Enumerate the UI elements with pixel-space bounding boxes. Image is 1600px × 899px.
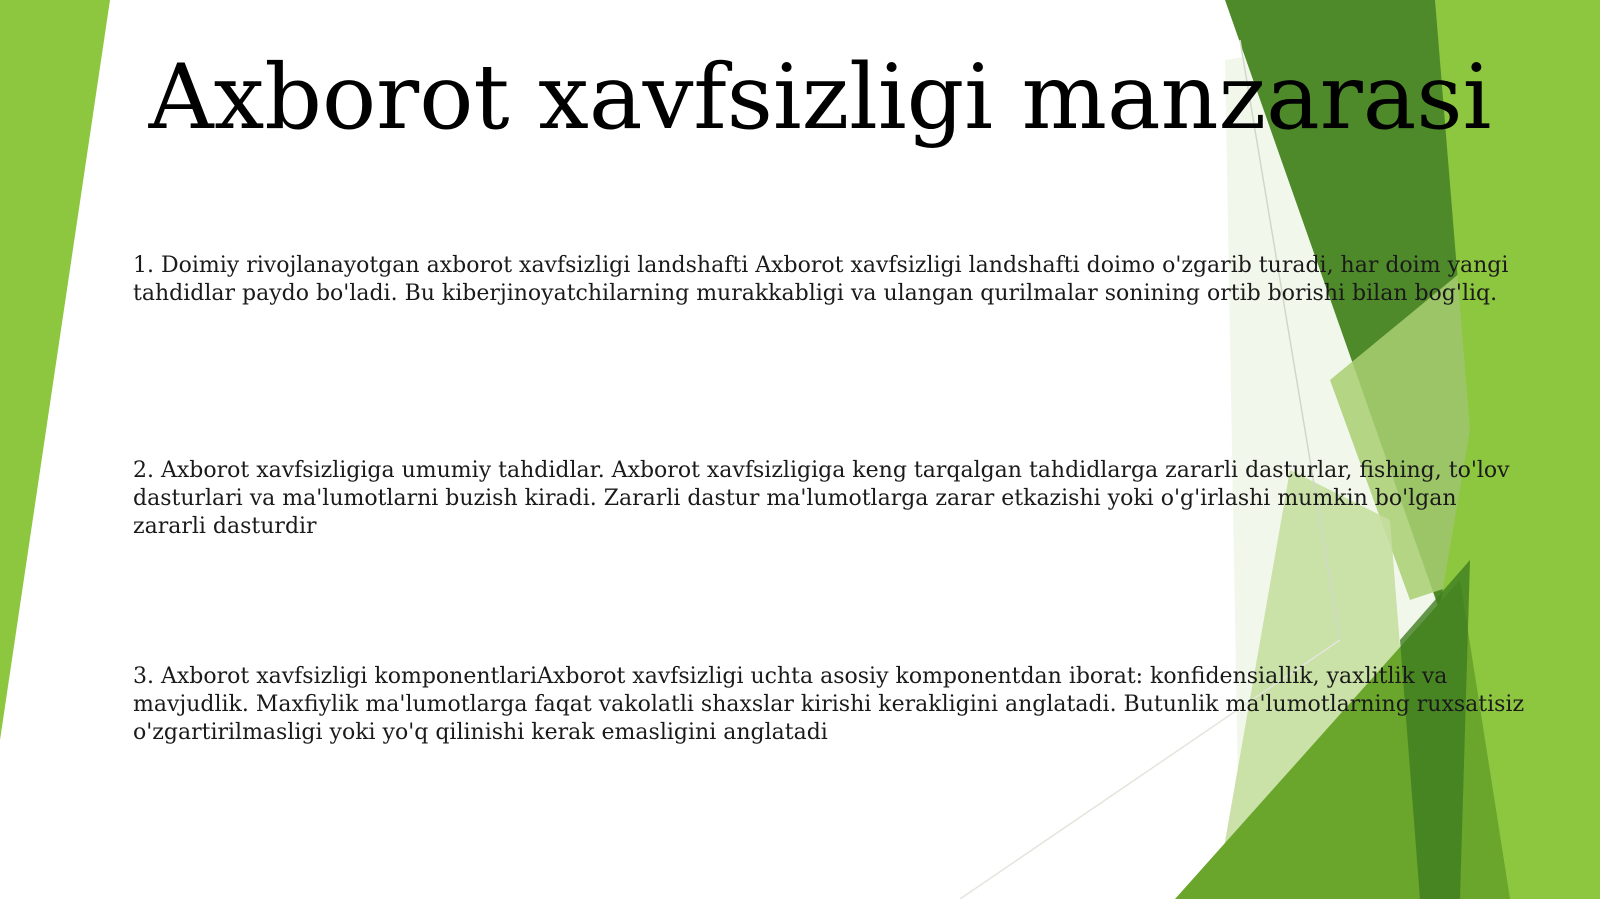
paragraph-2: 2. Axborot xavfsizligiga umumiy tahdidlar. Axborot xavfsizligiga keng tarqalgan tahdidlarga zararli dasturlar, fishing, to'lov dasturlari va ma'lumotlarni buzish kiradi. Zararli dastur ma'lumotlarga zarar etkazishi yoki o'g'irlashi mumkin bo'lgan zararli dasturdir	[133, 458, 1510, 539]
slide-title: Axborot xavfsizligi manzarasi	[148, 45, 1492, 150]
paragraph-3: 3. Axborot xavfsizligi komponentlariAxborot xavfsizligi uchta asosiy komponentdan iborat: konfidensiallik, yaxlitlik va mavjudlik. Maxfiylik ma'lumotlarga faqat vakolatli shaxslar kirishi kerakligini anglatadi. Butunlik ma'lumotlarning ruxsatisiz o'zgartirilmasligi yoki yo'q qilinishi kerak emasligini anglatadi	[133, 664, 1525, 745]
paragraph-1: 1. Doimiy rivojlanayotgan axborot xavfsizligi landshafti Axborot xavfsizligi landshafti doimo o'zgarib turadi, har doim yangi tahdidlar paydo bo'ladi. Bu kiberjinoyatchilarning murakkabligi va ulangan qurilmalar sonining ortib borishi bilan bog'liq.	[133, 253, 1509, 306]
